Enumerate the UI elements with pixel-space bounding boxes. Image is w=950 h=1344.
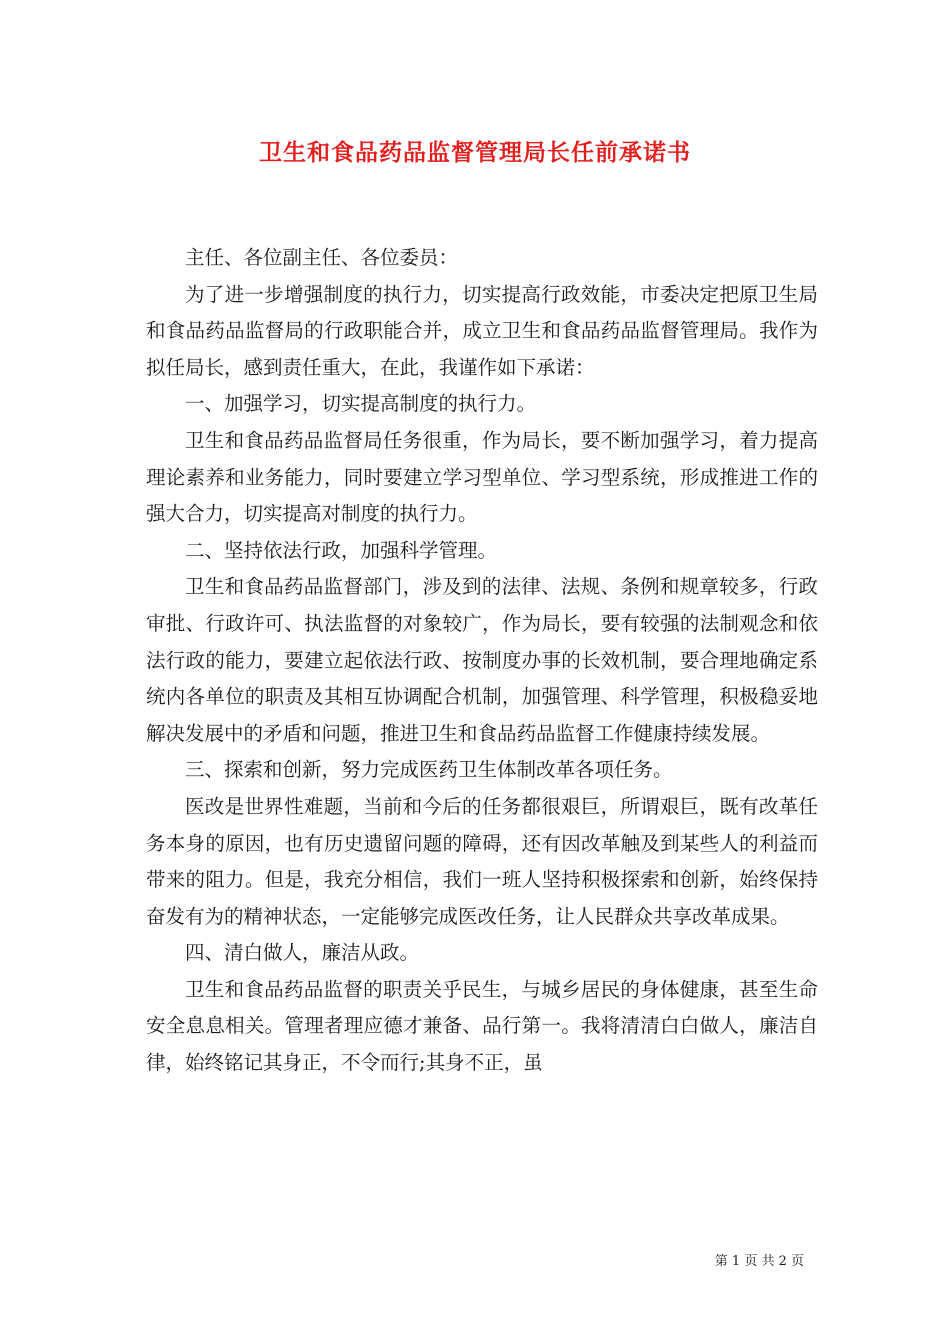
section-heading-4: 四、清白做人，廉洁从政。 (185, 941, 420, 965)
section-heading-1: 一、加强学习，切实提高制度的执行力。 (185, 392, 537, 416)
salutation: 主任、各位副主任、各位委员： (185, 246, 459, 269)
section-heading-2: 二、坚持依法行政，加强科学管理。 (185, 538, 498, 562)
document-body (146, 240, 818, 1082)
page-title: 卫生和食品药品监督管理局长任前承诺书 (259, 139, 691, 166)
paragraph-section-2: 卫生和食品药品监督部门，涉及到的法律、法规、条例和规章较多，行政审批、行政许可、执法监督的对象较广，作为局长，要有较强的法制观念和依法行政的能力，要建立起依法行政、按制度办事的长效机制，要合理地确定系统内各单位的职责及其相互协调配合机制，加强管理、科学管理，积极稳妥地解决发展中的矛盾和问题，推进卫生和食品药品监督工作健康持续发展。 (146, 575, 818, 745)
paragraph-section-4: 卫生和食品药品监督的职责关乎民生，与城乡居民的身体健康，甚至生命安全息息相关。管理者理应德才兼备、品行第一。我将清清白白做人，廉洁自律，始终铭记其身正，不令而行;其身不正，虽 (146, 977, 818, 1075)
paragraph-intro: 为了进一步增强制度的执行力，切实提高行政效能，市委决定把原卫生局和食品药品监督局的行政职能合并，成立卫生和食品药品监督管理局。我作为拟任局长，感到责任重大，在此，我谨作如下承诺： (146, 282, 818, 379)
section-heading-3: 三、探索和创新，努力完成医药卫生体制改革各项任务。 (185, 758, 673, 782)
paragraph-section-1: 卫生和食品药品监督局任务很重，作为局长，要不断加强学习，着力提高理论素养和业务能力，同时要建立学习型单位、学习型系统，形成推进工作的强大合力，切实提高对制度的执行力。 (146, 428, 818, 526)
paragraph-section-3: 医改是世界性难题，当前和今后的任务都很艰巨，所谓艰巨，既有改革任务本身的原因，也有历史遗留问题的障碍，还有因改革触及到某些人的利益而带来的阻力。但是，我充分相信，我们一班人坚持积极探索和创新，始终保持奋发有为的精神状态，一定能够完成医改任务，让人民群众共享改革成果。 (146, 794, 818, 928)
page-number-footer: 第 1 页 共 2 页 (714, 1254, 804, 1269)
